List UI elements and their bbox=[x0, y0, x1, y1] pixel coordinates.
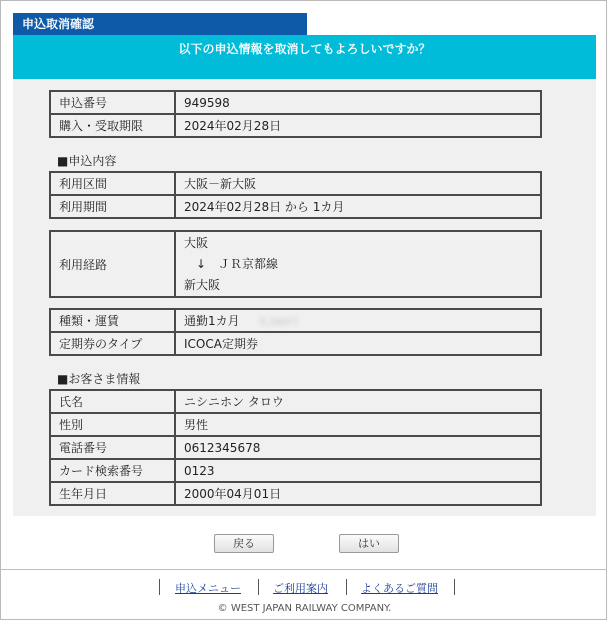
section-heading-contents: ■申込内容 bbox=[57, 154, 117, 168]
name-value: ニシニホン タロウ bbox=[175, 390, 541, 413]
route-value bbox=[175, 231, 541, 297]
pass-type-label: 定期券のタイプ bbox=[50, 332, 175, 355]
birthdate-label: 生年月日 bbox=[50, 482, 175, 505]
usage-section-label: 利用区間 bbox=[50, 172, 175, 195]
copyright: © WEST JAPAN RAILWAY COMPANY. bbox=[217, 603, 392, 614]
section-heading-customer: ■お客さま情報 bbox=[57, 372, 141, 386]
table-row bbox=[50, 459, 541, 482]
application-number-value: 949598 bbox=[175, 91, 541, 114]
table-row bbox=[50, 436, 541, 459]
deadline-value: 2024年02月28日 bbox=[175, 114, 541, 137]
table-row bbox=[50, 91, 541, 114]
table-row bbox=[50, 231, 541, 297]
phone-value: 0612345678 bbox=[175, 436, 541, 459]
route-line: ↓ ＪＲ京都線 bbox=[196, 256, 279, 271]
phone-label: 電話番号 bbox=[50, 436, 175, 459]
footer-divider bbox=[1, 569, 607, 570]
customer-table bbox=[49, 389, 542, 506]
footer-link-usage-guide[interactable]: ご利用案内 bbox=[273, 582, 328, 595]
card-search-number-label: カード検索番号 bbox=[50, 459, 175, 482]
gender-label: 性別 bbox=[50, 413, 175, 436]
application-number-label: 申込番号 bbox=[50, 91, 175, 114]
table-row bbox=[50, 390, 541, 413]
route-table bbox=[49, 230, 542, 298]
gender-value: 男性 bbox=[175, 413, 541, 436]
fare-table bbox=[49, 308, 542, 356]
route-label: 利用経路 bbox=[50, 231, 175, 297]
footer-links bbox=[1, 578, 607, 596]
footer-link-faq[interactable]: よくあるご質問 bbox=[361, 582, 438, 595]
link-separator bbox=[258, 579, 259, 595]
confirmation-prompt: 以下の申込情報を取消してもよろしいですか？ bbox=[13, 35, 596, 79]
fare-type-label: 種類・運賃 bbox=[50, 309, 175, 332]
link-separator bbox=[454, 579, 455, 595]
usage-period-value: 2024年02月28日 から 1カ月 bbox=[175, 195, 541, 218]
table-row bbox=[50, 332, 541, 355]
fare-type-value: 通勤1カ月 bbox=[184, 314, 240, 328]
table-row bbox=[50, 482, 541, 505]
fare-amount-blurred: 5,260円 bbox=[259, 317, 299, 328]
table-row bbox=[50, 413, 541, 436]
route-from: 大阪 bbox=[184, 235, 209, 250]
page-title: 申込取消確認 bbox=[13, 13, 307, 35]
usage-table bbox=[49, 171, 542, 219]
link-separator bbox=[346, 579, 347, 595]
usage-section-value: 大阪－新大阪 bbox=[175, 172, 541, 195]
name-label: 氏名 bbox=[50, 390, 175, 413]
table-row bbox=[50, 172, 541, 195]
table-row bbox=[50, 195, 541, 218]
footer-link-application-menu[interactable]: 申込メニュー bbox=[175, 582, 241, 595]
usage-period-label: 利用期間 bbox=[50, 195, 175, 218]
table-row bbox=[50, 309, 541, 332]
table-row bbox=[50, 114, 541, 137]
fare-type-cell bbox=[175, 309, 541, 332]
application-table bbox=[49, 90, 542, 138]
card-search-number-value: 0123 bbox=[175, 459, 541, 482]
yes-button[interactable]: はい bbox=[339, 534, 399, 553]
deadline-label: 購入・受取期限 bbox=[50, 114, 175, 137]
back-button[interactable]: 戻る bbox=[214, 534, 274, 553]
birthdate-value: 2000年04月01日 bbox=[175, 482, 541, 505]
link-separator bbox=[159, 579, 160, 595]
route-to: 新大阪 bbox=[184, 277, 221, 292]
pass-type-value: ICOCA定期券 bbox=[175, 332, 541, 355]
